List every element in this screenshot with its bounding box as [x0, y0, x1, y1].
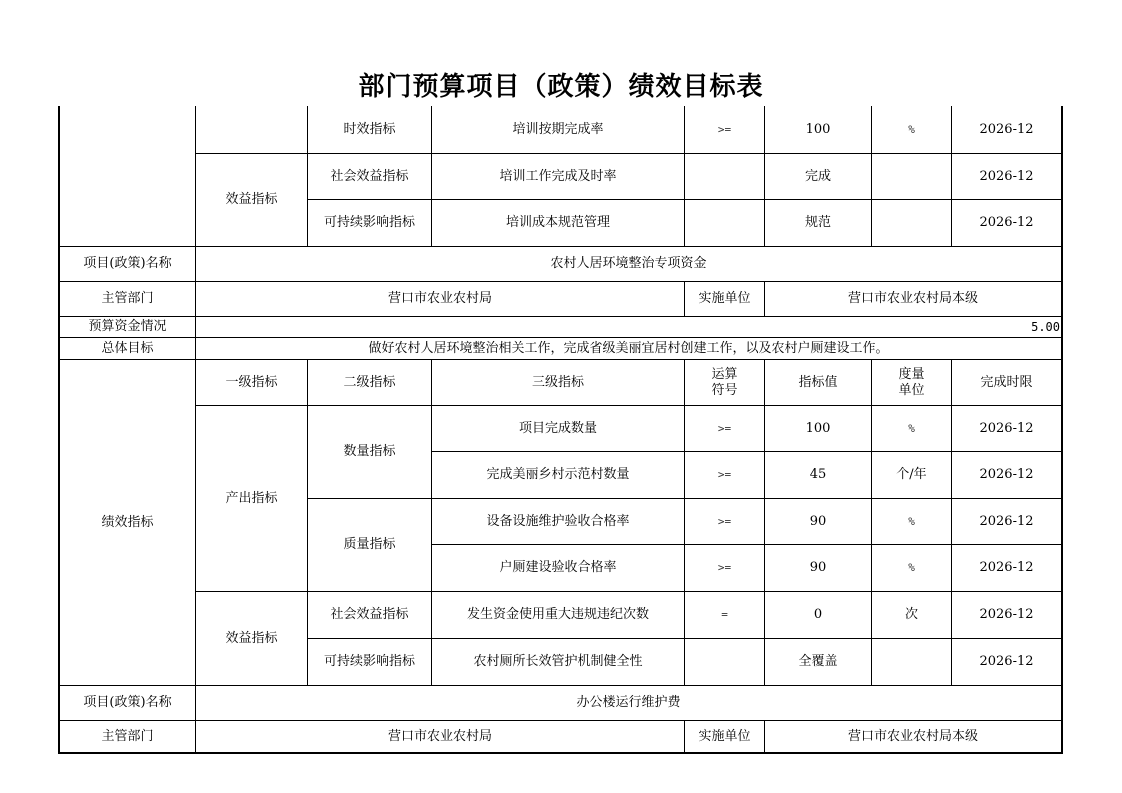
value-cell: 45: [764, 451, 872, 499]
project-name: 办公楼运行维护费: [195, 685, 1063, 721]
impl-unit-name: 营口市农业农村局本级: [764, 281, 1063, 317]
level3-cell: 完成美丽乡村示范村数量: [431, 451, 685, 499]
level2-cell: 可持续影响指标: [307, 199, 432, 247]
header-deadline: 完成时限: [951, 359, 1063, 406]
header-value: 指标值: [764, 359, 872, 406]
deadline-cell: 2026-12: [951, 544, 1063, 592]
operator-cell: [684, 153, 765, 200]
level3-cell: 设备设施维护验收合格率: [431, 498, 685, 545]
unit-cell: [871, 153, 952, 200]
value-cell: 全覆盖: [764, 638, 872, 686]
value-cell: 0: [764, 591, 872, 639]
deadline-cell: 2026-12: [951, 451, 1063, 499]
deadline-cell: 2026-12: [951, 153, 1063, 200]
operator-cell: >=: [684, 498, 765, 545]
header-unit: [871, 359, 952, 406]
level1-continued: [195, 106, 308, 154]
deadline-cell: 2026-12: [951, 106, 1063, 154]
goal-text: 做好农村人居环境整治相关工作，完成省级美丽宜居村创建工作，以及农村户厕建设工作。: [195, 337, 1063, 360]
header-operator-line1: 运算: [711, 366, 738, 382]
impl-unit-name: 营口市农业农村局本级: [764, 720, 1063, 754]
unit-cell: %: [871, 405, 952, 452]
perf-indicators-label: 绩效指标: [58, 359, 196, 686]
header-operator: [684, 359, 765, 406]
dept-name: 营口市农业农村局: [195, 281, 685, 317]
value-cell: 完成: [764, 153, 872, 200]
header-level3: 三级指标: [431, 359, 685, 406]
level1-output: 产出指标: [195, 405, 308, 592]
unit-cell: [871, 638, 952, 686]
goal-label: 总体目标: [58, 337, 196, 360]
header-level1: 一级指标: [195, 359, 308, 406]
deadline-cell: 2026-12: [951, 498, 1063, 545]
budget-amount: 5.00: [195, 316, 1063, 338]
unit-cell: [871, 199, 952, 247]
dept-name: 营口市农业农村局: [195, 720, 685, 754]
header-unit-line2: 单位: [898, 382, 925, 398]
header-operator-line2: 符号: [711, 382, 738, 398]
operator-cell: [684, 638, 765, 686]
impl-unit-label: 实施单位: [684, 720, 765, 754]
project-name: 农村人居环境整治专项资金: [195, 246, 1063, 282]
value-cell: 100: [764, 106, 872, 154]
operator-cell: =: [684, 591, 765, 639]
level2-quantity: 数量指标: [307, 405, 432, 499]
level2-cell: 社会效益指标: [307, 591, 432, 639]
performance-table: [58, 106, 1063, 754]
level3-cell: 培训按期完成率: [431, 106, 685, 154]
page-title: 部门预算项目（政策）绩效目标表: [358, 72, 764, 102]
perf-label-continued: [58, 106, 196, 247]
project-name-label: 项目(政策)名称: [58, 246, 196, 282]
project-name-label: 项目(政策)名称: [58, 685, 196, 721]
deadline-cell: 2026-12: [951, 591, 1063, 639]
level1-benefit: 效益指标: [195, 591, 308, 686]
operator-cell: >=: [684, 405, 765, 452]
level3-cell: 农村厕所长效管护机制健全性: [431, 638, 685, 686]
level3-cell: 培训成本规范管理: [431, 199, 685, 247]
value-cell: 90: [764, 544, 872, 592]
level3-cell: 发生资金使用重大违规违纪次数: [431, 591, 685, 639]
deadline-cell: 2026-12: [951, 405, 1063, 452]
level3-cell: 培训工作完成及时率: [431, 153, 685, 200]
operator-cell: >=: [684, 451, 765, 499]
header-unit-line1: 度量: [898, 366, 925, 382]
value-cell: 90: [764, 498, 872, 545]
impl-unit-label: 实施单位: [684, 281, 765, 317]
dept-label: 主管部门: [58, 720, 196, 754]
unit-cell: %: [871, 544, 952, 592]
unit-cell: %: [871, 498, 952, 545]
operator-cell: [684, 199, 765, 247]
budget-label: 预算资金情况: [58, 316, 196, 338]
unit-cell: %: [871, 106, 952, 154]
deadline-cell: 2026-12: [951, 199, 1063, 247]
level2-cell: 可持续影响指标: [307, 638, 432, 686]
dept-label: 主管部门: [58, 281, 196, 317]
unit-cell: 次: [871, 591, 952, 639]
level2-cell: 社会效益指标: [307, 153, 432, 200]
deadline-cell: 2026-12: [951, 638, 1063, 686]
level3-cell: 项目完成数量: [431, 405, 685, 452]
level1-benefit: 效益指标: [195, 153, 308, 247]
header-level2: 二级指标: [307, 359, 432, 406]
operator-cell: >=: [684, 106, 765, 154]
level2-cell: 时效指标: [307, 106, 432, 154]
unit-cell: 个/年: [871, 451, 952, 499]
value-cell: 100: [764, 405, 872, 452]
operator-cell: >=: [684, 544, 765, 592]
level2-quality: 质量指标: [307, 498, 432, 592]
value-cell: 规范: [764, 199, 872, 247]
level3-cell: 户厕建设验收合格率: [431, 544, 685, 592]
